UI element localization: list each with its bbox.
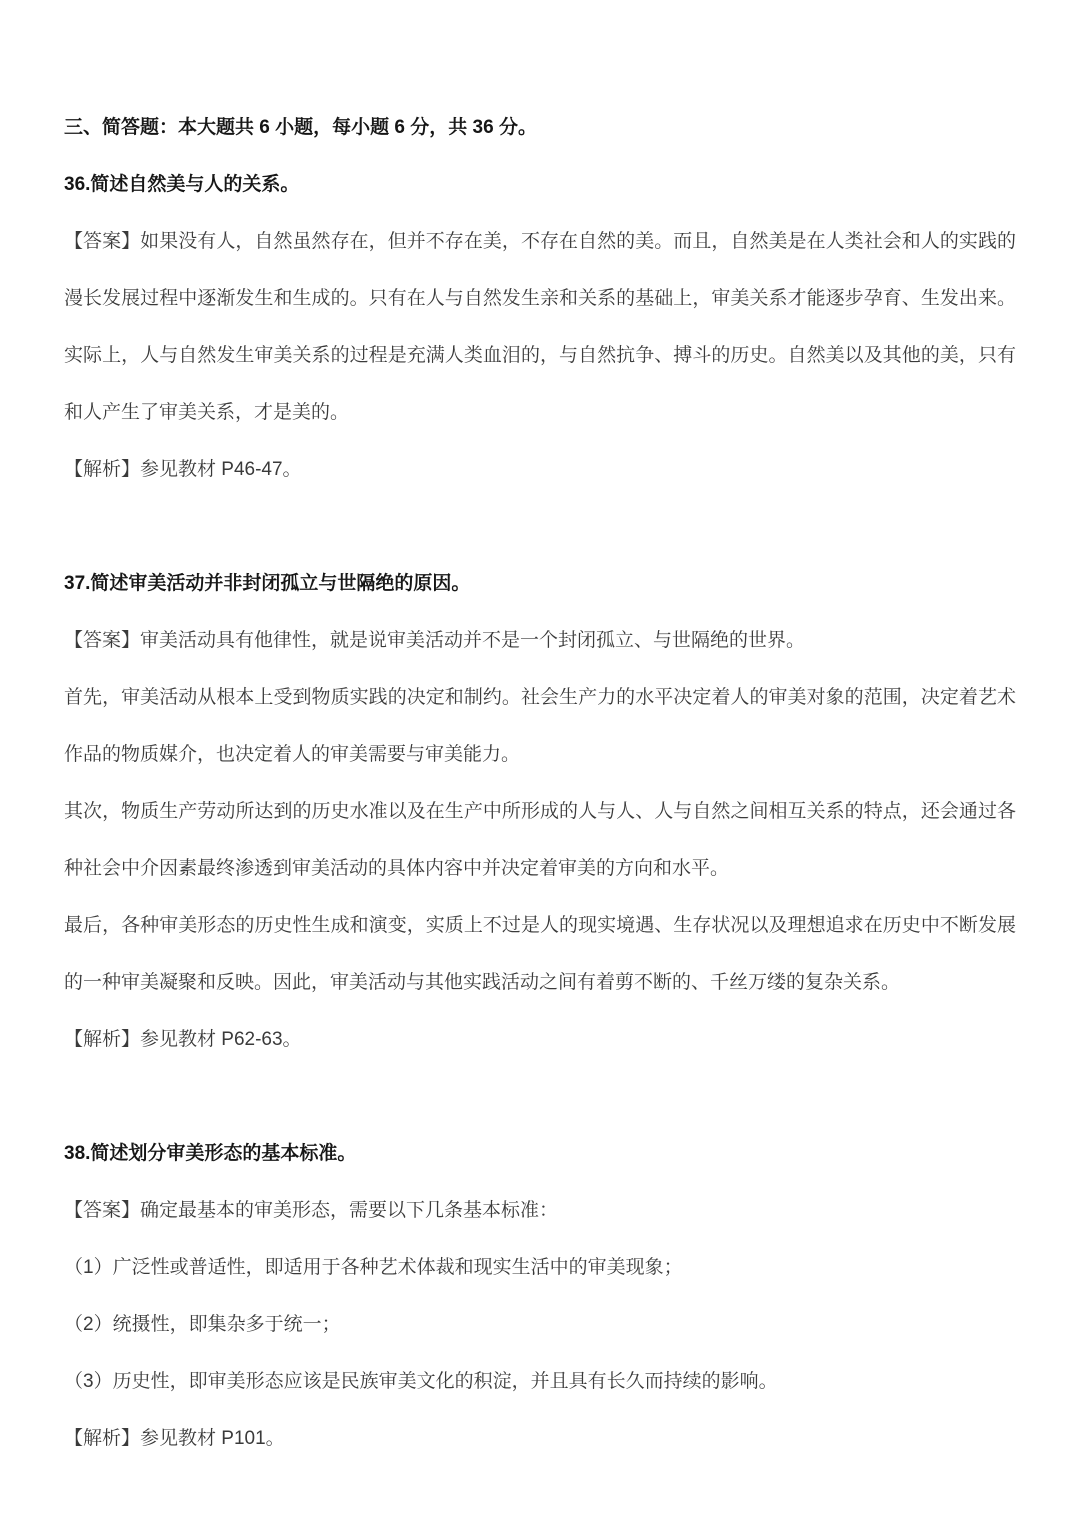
question-block-36 [64,156,1016,498]
question-36-answer-paragraph: 【答案】如果没有人，自然虽然存在，但并不存在美，不存在自然的美。而且，自然美是在人类社会和人的实践的漫长发展过程中逐渐发生和生成的。只有在人与自然发生亲和关系的基础上，审美关系才能逐步孕育、生发出来。实际上，人与自然发生审美关系的过程是充满人类血泪的，与自然抗争、搏斗的历史。自然美以及其他的美，只有和人产生了审美关系，才是美的。 [64,231,1016,423]
question-38-answer-item: （1）广泛性或普适性，即适用于各种艺术体裁和现实生活中的审美现象； [64,1257,683,1278]
question-block-38 [64,1125,1016,1467]
question-37-analysis: 【解析】参见教材 P62-63。 [64,1029,302,1050]
question-37-title: 37.简述审美活动并非封闭孤立与世隔绝的原因。 [64,573,471,594]
section-heading: 三、简答题：本大题共 6 小题，每小题 6 分，共 36 分。 [64,117,537,138]
question-36-analysis: 【解析】参见教材 P46-47。 [64,459,302,480]
question-38-answer-paragraph: 【答案】确定最基本的审美形态，需要以下几条基本标准： [64,1200,559,1221]
question-37-answer-paragraph: 首先，审美活动从根本上受到物质实践的决定和制约。社会生产力的水平决定着人的审美对象的范围，决定着艺术作品的物质媒介，也决定着人的审美需要与审美能力。 [64,687,1016,765]
question-37-answer-paragraph: 其次，物质生产劳动所达到的历史水准以及在生产中所形成的人与人、人与自然之间相互关系的特点，还会通过各种社会中介因素最终渗透到审美活动的具体内容中并决定着审美的方向和水平。 [64,801,1016,879]
question-37-answer-paragraph: 【答案】审美活动具有他律性，就是说审美活动并不是一个封闭孤立、与世隔绝的世界。 [64,630,806,651]
question-38-answer-item: （2）统摄性，即集杂多于统一； [64,1314,341,1335]
question-37-answer-paragraph: 最后，各种审美形态的历史性生成和演变，实质上不过是人的现实境遇、生存状况以及理想追求在历史中不断发展的一种审美凝聚和反映。因此，审美活动与其他实践活动之间有着剪不断的、千丝万缕的复杂关系。 [64,915,1016,993]
section-spacer [64,498,1016,555]
question-38-answer-item: （3）历史性，即审美形态应该是民族审美文化的积淀，并且具有长久而持续的影响。 [64,1371,778,1392]
question-36-title: 36.简述自然美与人的关系。 [64,174,300,195]
section-spacer [64,1068,1016,1125]
question-block-37 [64,555,1016,1068]
question-38-title: 38.简述划分审美形态的基本标准。 [64,1143,357,1164]
question-38-analysis: 【解析】参见教材 P101。 [64,1428,285,1449]
